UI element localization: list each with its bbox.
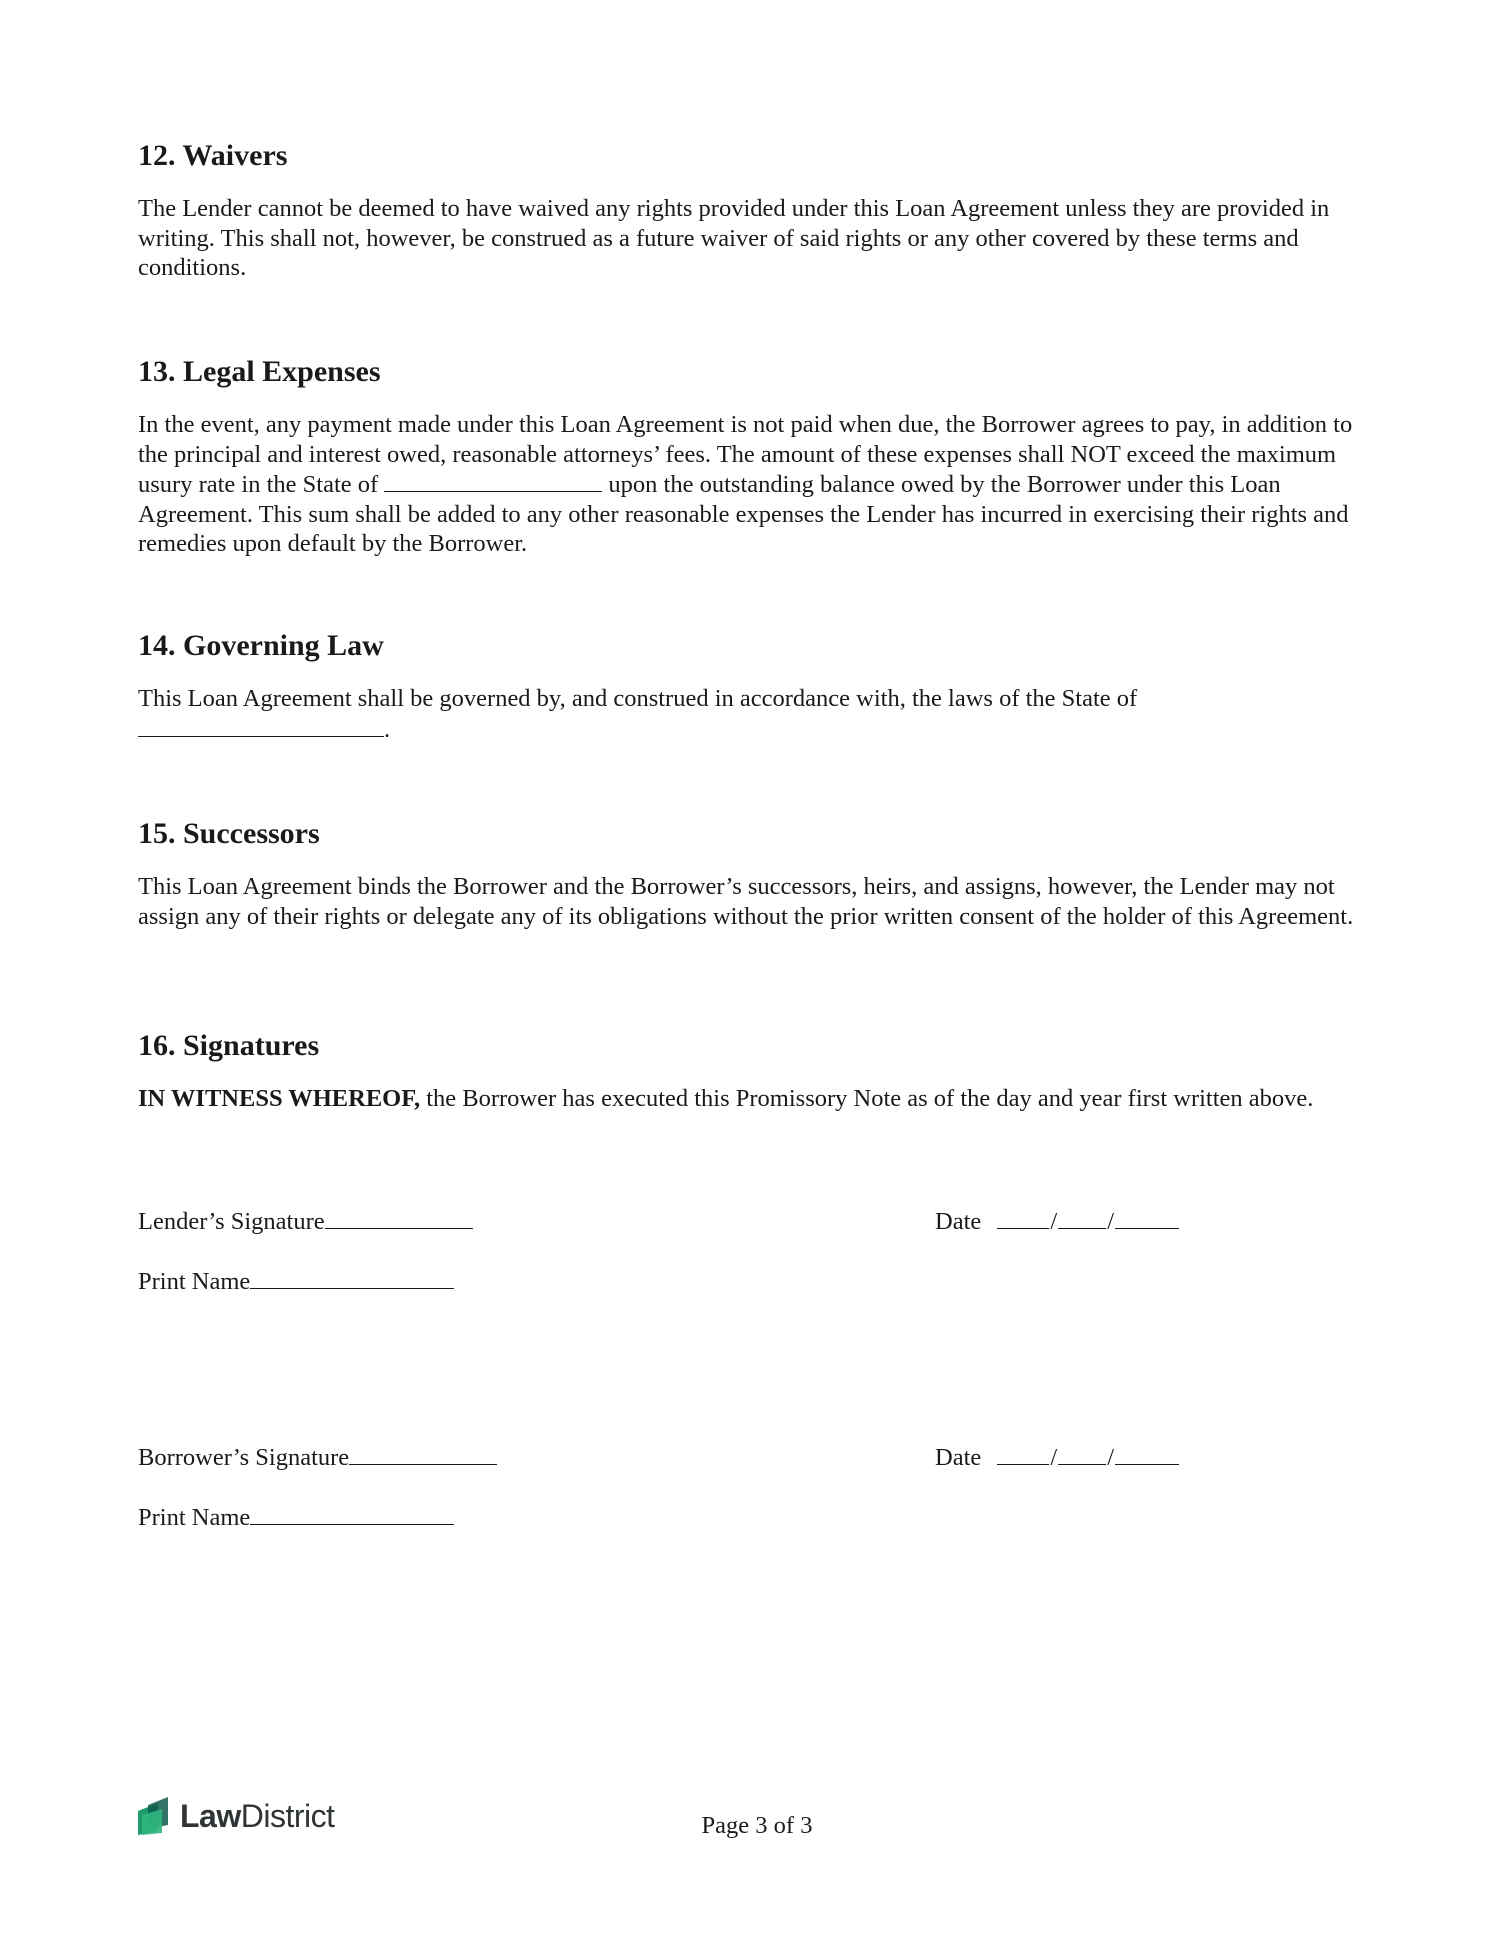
- lender-print-name-label: Print Name: [138, 1268, 251, 1295]
- logo-text-district: District: [240, 1797, 335, 1834]
- governing-law-text: This Loan Agreement shall be governed by, and construed in accordance with, the laws of the State of: [138, 685, 1138, 712]
- section-governing-law: [138, 628, 1368, 744]
- lender-signature-label: Lender’s Signature: [138, 1208, 325, 1235]
- governing-law-period: .: [384, 715, 391, 743]
- borrower-print-name-row: [138, 1502, 454, 1533]
- witness-text: the Borrower has executed this Promissory Note as of the day and year first written above.: [420, 1085, 1314, 1112]
- borrower-signature-row: [138, 1442, 497, 1473]
- logo-text-law: Law: [180, 1797, 241, 1834]
- borrower-date-day-field[interactable]: [1058, 1442, 1106, 1465]
- lender-date-year-field[interactable]: [1115, 1206, 1179, 1229]
- lender-date-day-field[interactable]: [1058, 1206, 1106, 1229]
- section-legal-expenses: [138, 354, 1368, 559]
- legal-expenses-text-1: In the event, any payment made under this Loan Agreement is not paid when due, the Borrower agrees to pay, in addition to the principal and interest owed, reasonable attorneys’ fees. The amount of these expenses shall NOT exceed the maximum usury rate in the State of: [138, 411, 1353, 498]
- borrower-date-slash-2: /: [1107, 1444, 1114, 1471]
- lender-date-label: Date: [935, 1208, 982, 1235]
- governing-state-blank-field[interactable]: [138, 714, 384, 737]
- lender-date-slash-2: /: [1107, 1208, 1114, 1235]
- lender-date-row: [935, 1206, 1179, 1237]
- section-signatures: [138, 1028, 1368, 1114]
- lender-print-name-row: [138, 1266, 454, 1297]
- lender-print-name-field[interactable]: [250, 1266, 454, 1289]
- lender-signature-field[interactable]: [325, 1206, 473, 1229]
- borrower-date-row: [935, 1442, 1179, 1473]
- borrower-date-year-field[interactable]: [1115, 1442, 1179, 1465]
- state-blank-field[interactable]: [384, 469, 602, 492]
- section-body-governing-law: [138, 684, 1368, 744]
- witness-whereof-bold: IN WITNESS WHEREOF,: [138, 1085, 421, 1112]
- borrower-date-slash-1: /: [1050, 1444, 1058, 1471]
- lender-date-month-field[interactable]: [997, 1206, 1049, 1229]
- section-heading-waivers: 12. Waivers: [138, 139, 288, 172]
- lender-signature-row: [138, 1206, 473, 1237]
- borrower-signature-label: Borrower’s Signature: [138, 1444, 350, 1471]
- borrower-date-label: Date: [935, 1444, 982, 1471]
- section-heading-legal-expenses: 13. Legal Expenses: [138, 355, 381, 388]
- borrower-signature-field[interactable]: [349, 1442, 497, 1465]
- section-body-signatures: [138, 1084, 1368, 1114]
- section-heading-successors: 15. Successors: [138, 817, 320, 850]
- section-waivers: [138, 138, 1368, 283]
- section-body-legal-expenses: [138, 410, 1368, 559]
- lender-date-slash-1: /: [1050, 1208, 1058, 1235]
- legal-expenses-text-2: upon the outstanding balance owed by the Borrower under this Loan Agreement. This sum shall be added to any other reasonable expenses the Lender has incurred in exercising their rights and remedies upon default by the Borrower.: [138, 471, 1349, 557]
- page-number-label: Page 3 of 3: [701, 1812, 813, 1839]
- section-body-successors: This Loan Agreement binds the Borrower and the Borrower’s successors, heirs, and assigns, however, the Lender may not assign any of their rights or delegate any of its obligations without the prior written consent of the holder of this Agreement.: [138, 873, 1354, 930]
- section-heading-governing-law: 14. Governing Law: [138, 629, 384, 662]
- borrower-print-name-field[interactable]: [250, 1502, 454, 1525]
- borrower-print-name-label: Print Name: [138, 1504, 251, 1531]
- borrower-date-month-field[interactable]: [997, 1442, 1049, 1465]
- section-successors: [138, 816, 1368, 931]
- section-heading-signatures: 16. Signatures: [138, 1029, 320, 1062]
- page-number: [0, 1811, 1500, 1841]
- section-body-waivers: The Lender cannot be deemed to have waived any rights provided under this Loan Agreement unless they are provided in writing. This shall not, however, be construed as a future waiver of said rights or any other covered by these terms and conditions.: [138, 195, 1330, 281]
